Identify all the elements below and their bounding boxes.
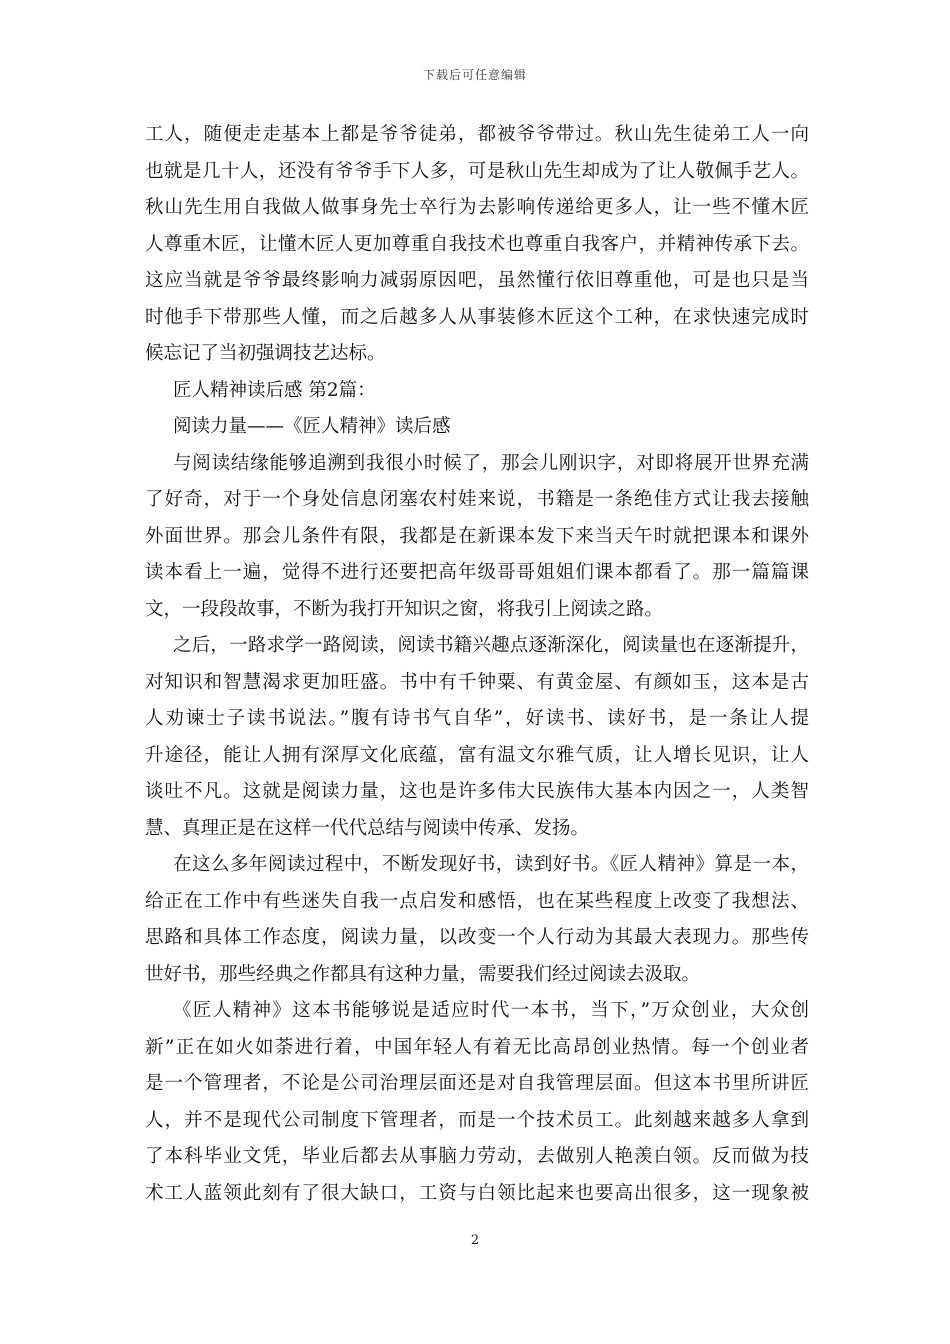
text-line: 与阅读结缘能够追溯到我很小时候了，那会儿刚识字，对即将展开世界充满 [173,452,809,474]
text-line: 《匠人精神》这本书能够说是适应时代一本书，当下，”万众创业，大众创 [173,1000,809,1021]
text-line: 在这么多年阅读过程中，不断发现好书，读到好书。《匠人精神》算是一本， [173,854,809,875]
text-line: 给正在工作中有些迷失自我一点启发和感悟，也在某些程度上改变了我想法、 [145,890,809,912]
text-line: 升途径，能让人拥有深厚文化底蕴，富有温文尔雅气质，让人增长见识，让人 [145,744,809,766]
text-line: 也就是几十人，还没有爷爷手下人多，可是秋山先生却成为了让人敬佩手艺人。 [145,160,809,182]
text-line: 人，并不是现代公司制度下管理者，而是一个技术员工。此刻越来越多人拿到 [145,1109,809,1131]
page-header-note: 下载后可任意编辑 [422,68,527,82]
text-line: 外面世界。那会儿条件有限，我都是在新课本发下来当天午时就把课本和课外 [145,525,809,547]
page-number: 2 [470,1233,480,1248]
text-line: 思路和具体工作态度，阅读力量，以改变一个人行动为其最大表现力。那些传 [145,927,809,948]
text-line: 读本看上一遍，觉得不进行还要把高年级哥哥姐姐们课本都看了。那一篇篇课 [145,562,809,583]
text-line: 谈吐不凡。这就是阅读力量，这也是许多伟大民族伟大基本内因之一，人类智 [145,781,809,802]
text-line: 了本科毕业文凭，毕业后都去从事脑力劳动，去做别人艳羡白领。反而做为技 [145,1146,809,1167]
text-line: 候忘记了当初强调技艺达标。 [145,343,386,364]
section-heading: 匠人精神读后感 第2篇： [173,379,376,401]
text-line: 新”正在如火如荼进行着，中国年轻人有着无比高昂创业热情。每一个创业者 [145,1036,809,1058]
text-line: 人尊重木匠，让懂木匠人更加尊重自我技术也尊重自我客户，并精神传承下去。 [145,233,809,255]
text-line: 秋山先生用自我做人做事身先士卒行为去影响传递给更多人，让一些不懂木匠 [145,197,809,218]
text-line: 时他手下带那些人懂，而之后越多人从事装修木匠这个工种，在求快速完成时 [145,306,809,328]
text-line: 慧、真理正是在这样一代代总结与阅读中传承、发扬。 [145,817,590,839]
text-line: 术工人蓝领此刻有了很大缺口，工资与白领比起来也要高出很多，这一现象被 [145,1182,809,1204]
text-line: 文，一段段故事，不断为我打开知识之窗，将我引上阅读之路。 [145,598,664,620]
text-line: 是一个管理者，不论是公司治理层面还是对自我管理层面。但这本书里所讲匠 [145,1073,809,1094]
text-line: 这应当就是爷爷最终影响力减弱原因吧，虽然懂行依旧尊重他，可是也只是当 [145,270,809,291]
text-line: 之后，一路求学一路阅读，阅读书籍兴趣点逐渐深化，阅读量也在逐渐提升， [173,635,809,656]
document-body [145,117,809,1212]
text-line: 了好奇，对于一个身处信息闭塞农村娃来说，书籍是一条绝佳方式让我去接触 [145,489,809,510]
text-line: 对知识和智慧渴求更加旺盛。书中有千钟粟、有黄金屋、有颜如玉，这本是古 [145,671,809,693]
text-line: 世好书，那些经典之作都具有这种力量，需要我们经过阅读去汲取。 [145,963,701,985]
text-line: 工人，随便走走基本上都是爷爷徒弟，都被爷爷带过。秋山先生徒弟工人一向 [145,124,809,145]
text-line: 人劝谏士子读书说法。”腹有诗书气自华”，好读书、读好书，是一条让人提 [145,708,809,729]
article-title: 阅读力量——《匠人精神》读后感 [173,416,451,437]
